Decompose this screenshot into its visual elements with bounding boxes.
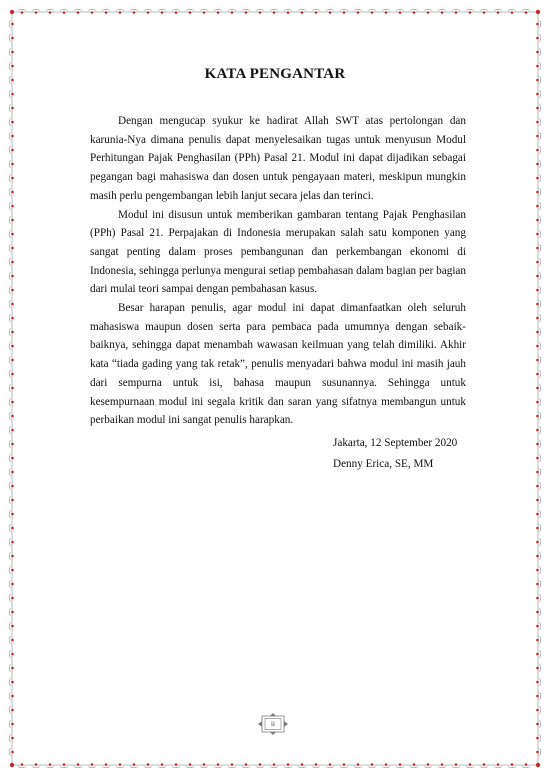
signature-block (333, 433, 457, 475)
paragraph-2: Modul ini disusun untuk memberikan gambaran tentang Pajak Penghasilan (PPh) Pasal 21. Perpajakan di Indonesia merupakan salah satu komponen yang sangat penting dalam proses pembangunan dan perkembangan ekonomi di Indonesia, sehingga perlunya mengurai setiap pembahasan dalam bagian per bagian dari mulai teori sampai dengan pembahasan kasus. (90, 208, 466, 296)
page-number: ii (271, 720, 275, 728)
paragraph-1: Dengan mengucap syukur ke hadirat Allah SWT atas pertolongan dan karunia-Nya dimana penulis dapat menyelesaikan tugas untuk menyusun Modul Perhitungan Pajak Penghasilan (PPh) Pasal 21. Modul ini dapat dijadikan sebagai pegangan bagi mahasiswa dan dosen untuk pengayaan materi, meskipun mungkin masih perlu pengembangan lebih lanjut secara jelas dan terinci. (90, 115, 466, 202)
paragraph-3: Besar harapan penulis, agar modul ini dapat dimanfaatkan oleh seluruh mahasiswa maupun dosen serta para pembaca pada umumnya dengan sebaik-baiknya, sehingga dapat menambah wawasan keilmuan yang telah dimiliki. Akhir kata “tiada gading yang tak retak”, penulis menyadari bahwa modul ini masih jauh dari sempurna untuk isi, bahasa maupun susunannya. Sehingga untuk kesempurnaan modul ini segala kritik dan saran yang sifatnya membangun untuk perbaikan modul ini sangat penulis harapkan. (90, 302, 466, 427)
page-number-ornament (258, 713, 288, 735)
body-text (90, 112, 466, 430)
page-title: KATA PENGANTAR (204, 66, 346, 82)
signature-author: Denny Erica, SE, MM (333, 458, 434, 470)
signature-place-date: Jakarta, 12 September 2020 (333, 437, 458, 449)
